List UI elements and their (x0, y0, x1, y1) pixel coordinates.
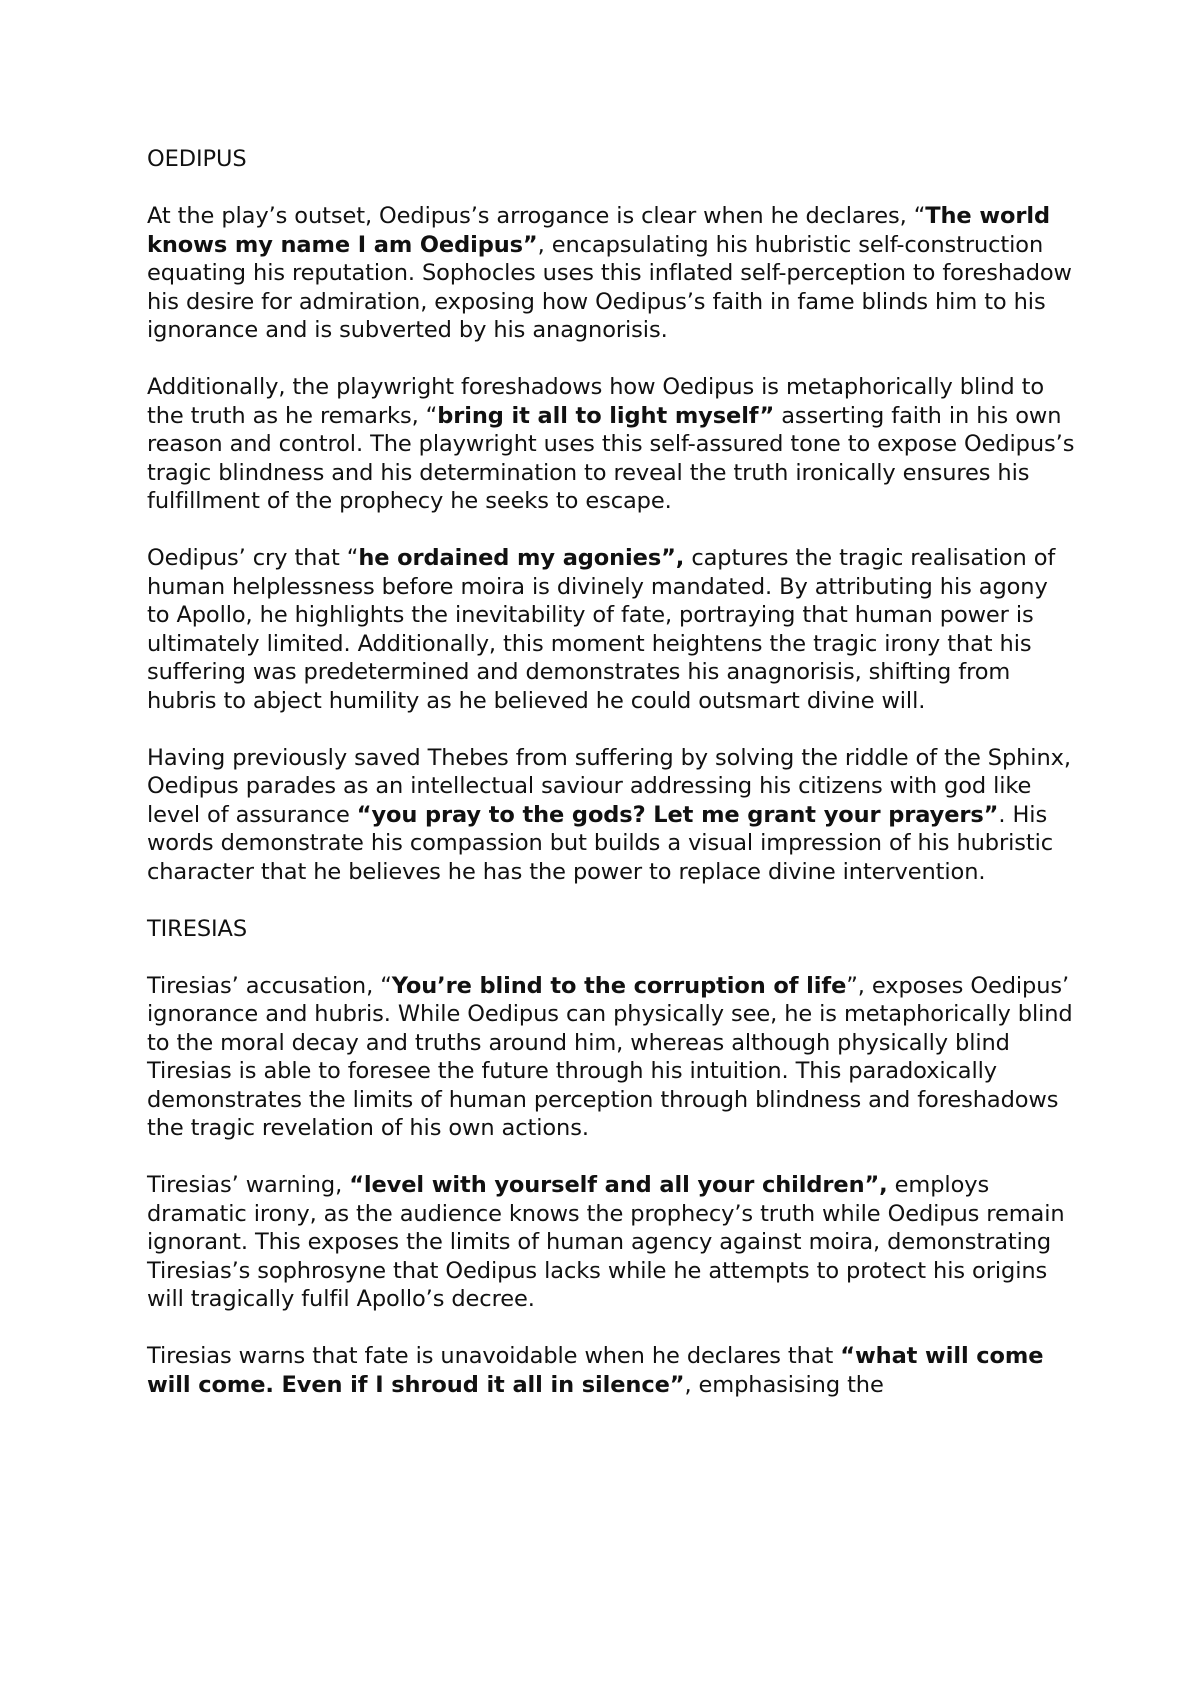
quotation: “level with yourself and all your children”, (349, 1172, 888, 1198)
paragraph-text: . His words demonstrate his compassion but builds a visual impression of his hubristic character that he believes he has the power to replace divine intervention. (147, 801, 1054, 885)
quotation: he ordained my agonies”, (358, 545, 685, 571)
paragraph-text: Tiresias’ accusation, “ (147, 972, 392, 999)
paragraph-text: Tiresias’ warning, (147, 1172, 350, 1198)
paragraph-text: employs dramatic irony, as the audience knows the prophecy’s truth while Oedipus remain ignorant. This exposes the limits of human agency against moira, demonstrating Tiresias’s sophrosyne that Oedipus lacks while he attempts to protect his origins will tragically fulfil Apollo’s decree. (147, 1172, 1065, 1312)
paragraph-text: asserting faith in his own reason and control. The playwright uses this self-assured tone to expose Oedipus’s tragic blindness and his determination to reveal the truth ironically ensures his fulfillment of the prophecy he seeks to escape. (147, 402, 1075, 514)
quotation: bring it all to light myself” (437, 402, 775, 429)
quotation: You’re blind to the corruption of life (391, 972, 847, 999)
paragraph-tiresias-2 (147, 1171, 1077, 1314)
quotation: The world knows my name I am Oedipus” (147, 203, 1050, 258)
document-body (147, 145, 1077, 1428)
paragraph-oedipus-3 (147, 544, 1077, 715)
paragraph-text: , encapsulating his hubristic self-construction equating his reputation. Sophocles uses this inflated self-perception to foreshadow his desire for admiration, exposing how Oedipus’s faith in fame blinds him to his ignorance and is subverted by his anagnorisis. (147, 231, 1072, 343)
paragraph-tiresias-1 (147, 972, 1077, 1143)
paragraph-text: captures the tragic realisation of human helplessness before moira is divinely mandated. By attributing his agony to Apollo, he highlights the inevitability of fate, portraying that human power is ultimately limited. Additionally, this moment heightens the tragic irony that his suffering was predetermined and demonstrates his anagnorisis, shifting from hubris to abject humility as he believed he could outsmart divine will. (147, 545, 1056, 714)
paragraph-text: At the play’s outset, Oedipus’s arrogance is clear when he declares, “ (147, 203, 926, 229)
paragraph-oedipus-4 (147, 744, 1077, 887)
paragraph-text: Oedipus’ cry that “ (147, 545, 359, 571)
section-heading-tiresias: TIRESIAS (147, 915, 248, 942)
paragraph-tiresias-3 (147, 1342, 1077, 1399)
paragraph-text: , emphasising the (684, 1371, 884, 1398)
section-heading-oedipus: OEDIPUS (147, 146, 247, 172)
paragraph-oedipus-2 (147, 373, 1077, 516)
quotation: “what will come will come. Even if I shroud it all in silence” (147, 1343, 1044, 1398)
paragraph-text: Additionally, the playwright foreshadows how Oedipus is metaphorically blind to the truth as he remarks, “ (147, 374, 1045, 429)
paragraph-text: Having previously saved Thebes from suffering by solving the riddle of the Sphinx, Oedipus parades as an intellectual saviour addressing his citizens with god like level of assurance (147, 744, 1071, 828)
paragraph-text: Tiresias warns that fate is unavoidable when he declares that (147, 1343, 841, 1369)
paragraph-text: ”, exposes Oedipus’ ignorance and hubris. While Oedipus can physically see, he is metaphorically blind to the moral decay and truths around him, whereas although physically blind Tiresias is able to foresee the future through his intuition. This paradoxically demonstrates the limits of human perception through blindness and foreshadows the tragic revelation of his own actions. (147, 972, 1073, 1141)
quotation: “you pray to the gods? Let me grant your prayers” (356, 801, 999, 828)
paragraph-oedipus-1 (147, 202, 1077, 345)
